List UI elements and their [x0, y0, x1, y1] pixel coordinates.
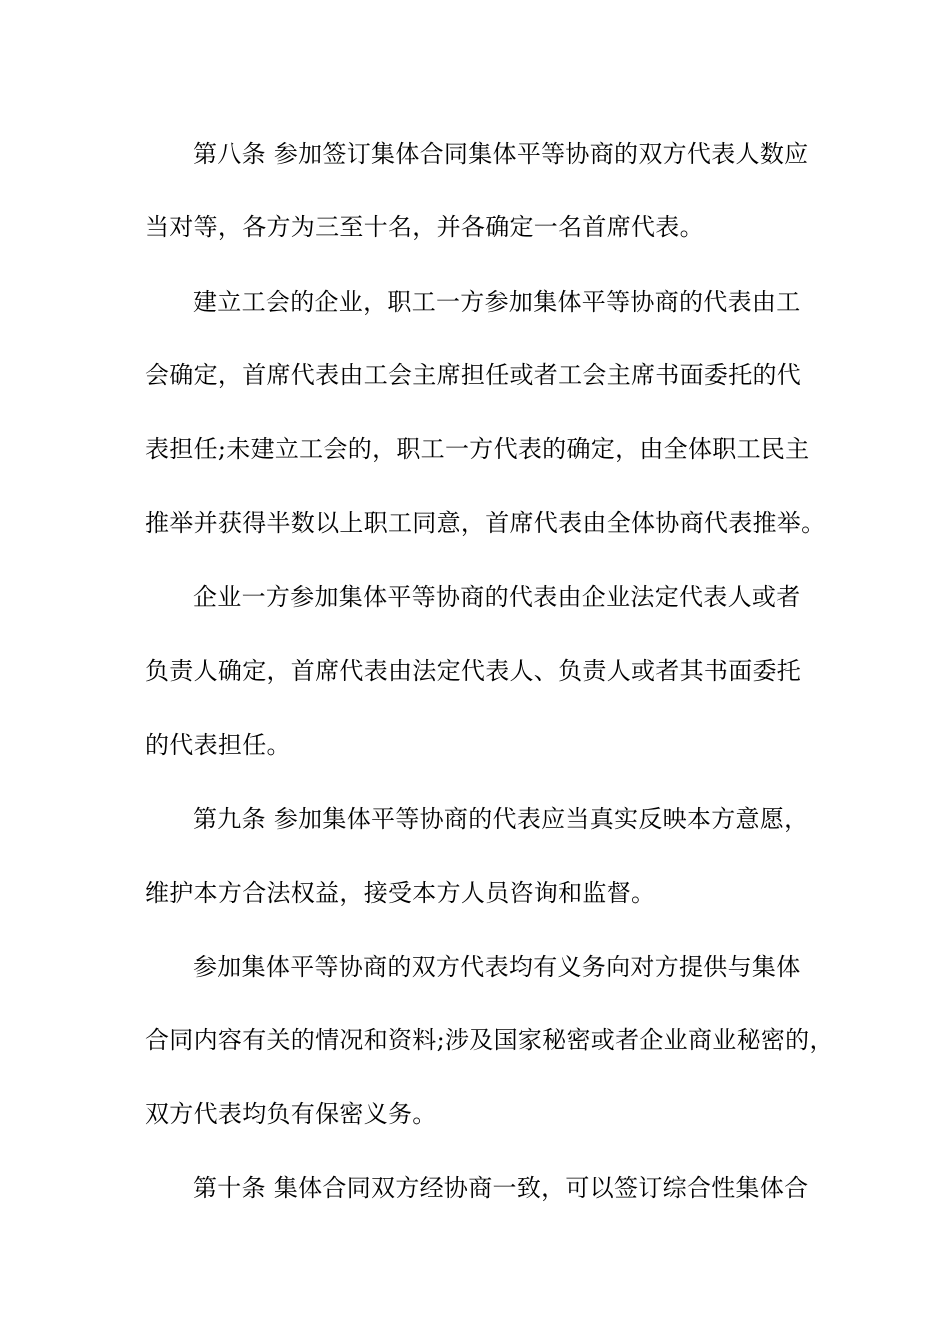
paragraph-line: 第八条 参加签订集体合同集体平等协商的双方代表人数应 — [193, 140, 809, 168]
paragraph-line: 负责人确定，首席代表由法定代表人、负责人或者其书面委托 — [145, 657, 802, 685]
paragraph-line: 第九条 参加集体平等协商的代表应当真实反映本方意愿， — [193, 805, 809, 833]
paragraph-line: 维护本方合法权益，接受本方人员咨询和监督。 — [145, 879, 656, 907]
paragraph-line: 建立工会的企业，职工一方参加集体平等协商的代表由工 — [193, 288, 801, 316]
paragraph-line: 第十条 集体合同双方经协商一致，可以签订综合性集体合 — [193, 1174, 809, 1202]
paragraph-line: 当对等，各方为三至十名，并各确定一名首席代表。 — [145, 213, 704, 241]
paragraph-line: 会确定，首席代表由工会主席担任或者工会主席书面委托的代 — [145, 361, 802, 389]
paragraph-line: 双方代表均负有保密义务。 — [145, 1100, 437, 1128]
paragraph-line: 合同内容有关的情况和资料;涉及国家秘密或者企业商业秘密的， — [145, 1026, 834, 1054]
paragraph-line: 推举并获得半数以上职工同意，首席代表由全体协商代表推举。 — [145, 509, 826, 537]
paragraph-line: 参加集体平等协商的双方代表均有义务向对方提供与集体 — [193, 953, 801, 981]
paragraph-line: 企业一方参加集体平等协商的代表由企业法定代表人或者 — [193, 583, 801, 611]
paragraph-line: 表担任;未建立工会的，职工一方代表的确定，由全体职工民主 — [145, 435, 810, 463]
paragraph-line: 的代表担任。 — [145, 731, 291, 759]
